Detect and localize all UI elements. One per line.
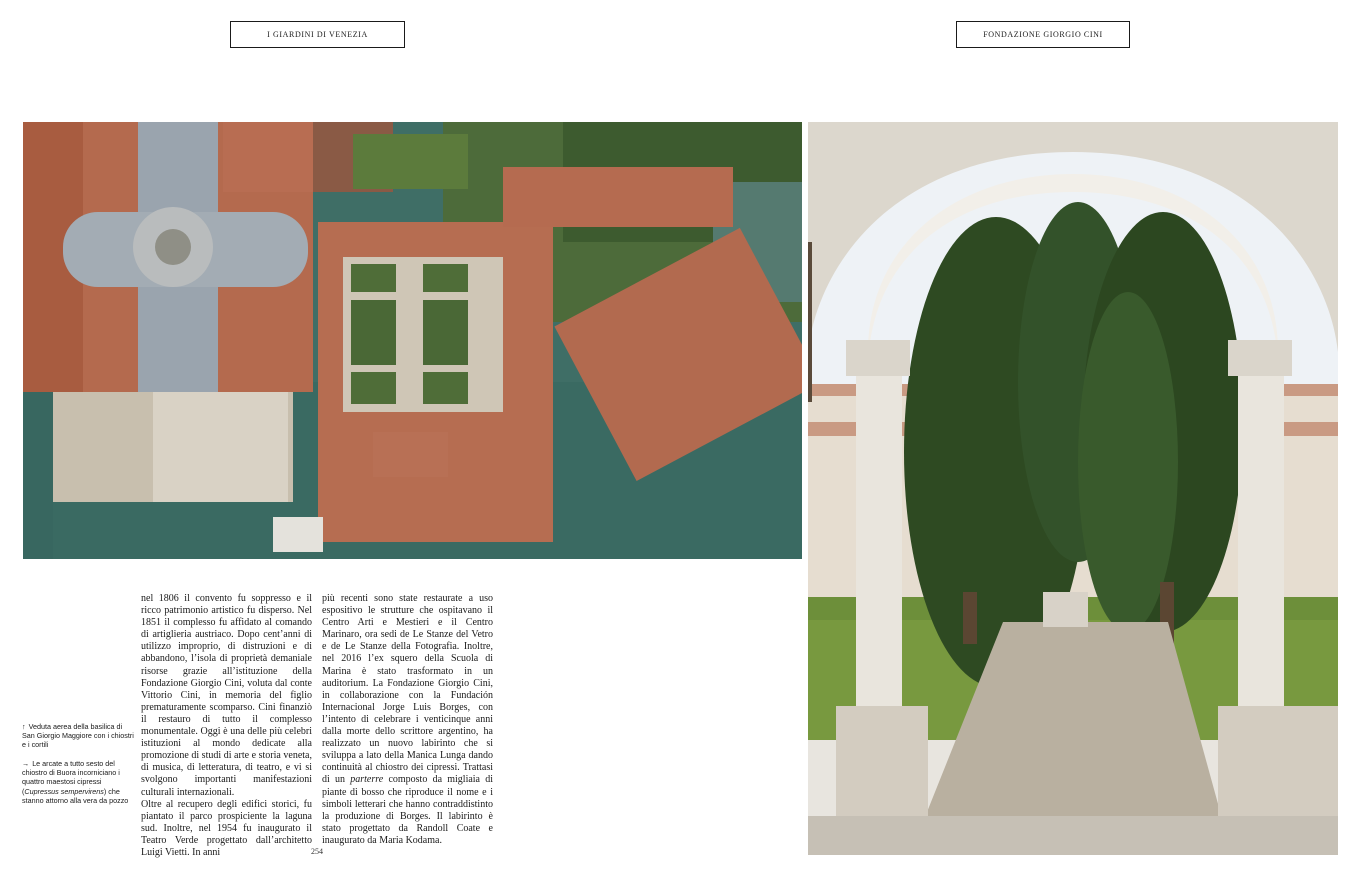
body-paragraph: nel 1806 il convento fu soppresso e il ricco patrimonio artistico fu disperso. Nel 1851 il complesso fu affidato al comando di artiglieria austriaco. Dopo cent’anni di utilizzo improprio, di distruzioni e di abbandono, l’isola di proprietà demaniale risorse grazie all’istituzione della Fondazione Giorgio Cini, voluta dal conte Vittorio Cini, in memoria del figlio prematuramente scomparso. Cini finanziò il restauro di tutto il complesso monumentale. Oggi è una delle più celebri istituzioni al mondo dedicate alla promozione di studi di arte e storia veneta, di musica, di letteratura, di teatro, e vi si svolgono importanti manifestazioni culturali internazionali. [141, 593, 312, 798]
photo-caption-cloister [22, 759, 134, 805]
running-header-left [230, 21, 405, 48]
caption-cloister-text-1: Le arcate a tutto sesto del chiostro di Buora incorniciano i quattro maestosi cipressi ( [22, 759, 120, 796]
caption-cloister-text-2: ) che stanno attorno alla vera da pozzo [22, 786, 129, 805]
body-text: composto da migliaia di piante di bosso che riproduce il nome e i simboli letterari che hanno contraddistinto la produzione di Borges. Il labirinto è stato progettato da Randoll Coate e inaugurato da Maria Kodama. [322, 774, 494, 846]
photo-caption-aerial [22, 722, 134, 750]
body-text: più recenti sono state restaurate a uso espositivo le strutture che ospitavano il Centro Arti e Mestieri e il Centro Marinaro, ora sedi de Le Stanze del Vetro e de Le Stanze della Fotografia. Inoltre, nel 2016 l’ex squero della Scuola di Marina è stato trasformato in un auditorium. La Fondazione Giorgio Cini, in collaborazione con la Fundación Internacional Jorge Luis Borges, con l’intento di celebrare i venticinque anni dalla morte dello scrittore argentino, ha realizzato un nuovo labirinto che si sviluppa a lato della Manica Lunga dando continuità al chiostro dei cipressi. Trattasi di un [322, 593, 493, 786]
running-header-left-text: I GIARDINI DI VENEZIA [267, 30, 368, 39]
body-italic-term: parterre [350, 774, 384, 786]
running-header-right [956, 21, 1130, 48]
running-header-right-text: FONDAZIONE GIORGIO CINI [983, 30, 1103, 39]
aerial-photo-san-giorgio [23, 122, 802, 559]
caption-aerial-text: Veduta aerea della basilica di San Giorgio Maggiore con i chiostri e i cortili [22, 722, 134, 750]
body-column-1 [141, 593, 312, 859]
body-paragraph: Oltre al recupero degli edifici storici, fu piantato il parco prospiciente la laguna sud. Inoltre, nel 1954 fu inaugurato il Teatro Verde progettato dall’architetto Luigi Vietti. In anni [141, 798, 312, 858]
caption-cloister-italic: Cupressus sempervirens [24, 786, 104, 796]
body-column-2 [322, 593, 493, 847]
body-paragraph [322, 593, 493, 847]
arrow-right-icon: → [22, 759, 30, 768]
page-number: 254 [311, 847, 323, 856]
cloister-photo-cypresses [808, 122, 1338, 855]
arrow-up-icon: ↑ [22, 722, 26, 731]
